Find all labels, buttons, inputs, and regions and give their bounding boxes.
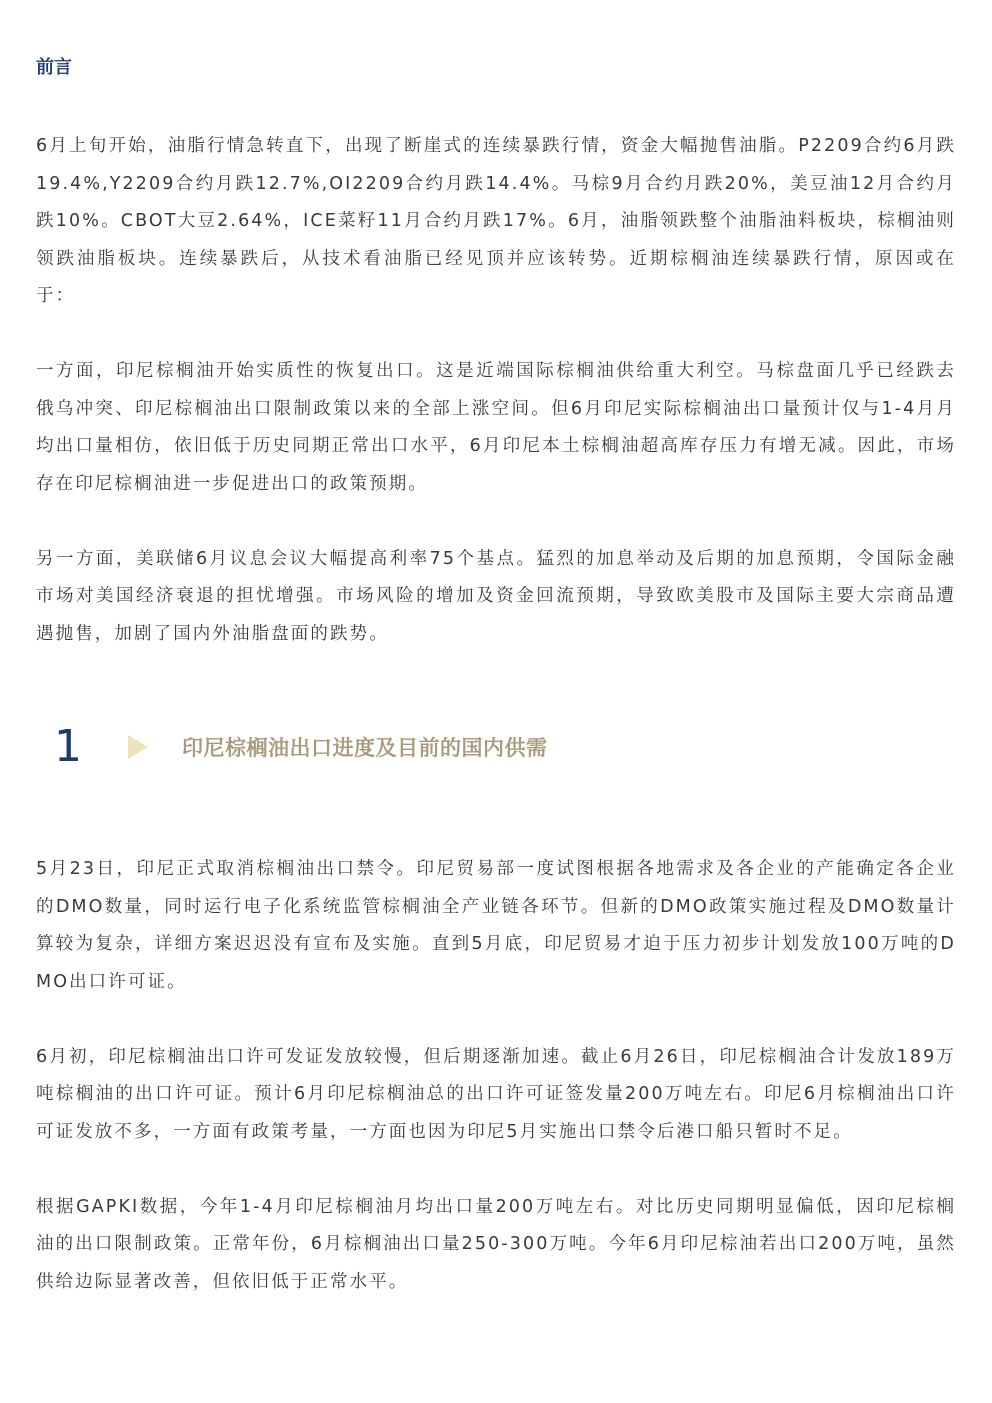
triangle-arrow-icon — [128, 735, 148, 759]
section-number: 1 — [54, 721, 82, 772]
section-paragraph-3: 根据GAPKI数据，今年1-4月印尼棕榈油月均出口量200万吨左右。对比历史同期明显偏低，因印尼棕榈油的出口限制政策。正常年份，6月棕榈油出口量250-300万吨。今年6月印尼棕油若出口200万吨，虽然供给边际显著改善，但依旧低于正常水平。 — [36, 1196, 956, 1292]
paragraph-spacer — [36, 1001, 956, 1039]
preface-heading: 前言 — [36, 57, 72, 78]
paragraph-spacer — [36, 1151, 956, 1189]
preface-paragraph-3: 另一方面，美联储6月议息会议大幅提高利率75个基点。猛烈的加息举动及后期的加息预期，令国际金融市场对美国经济衰退的担忧增强。市场风险的增加及资金回流预期，导致欧美股市及国际主要大宗商品遭遇抛售，加剧了国内外油脂盘面的跌势。 — [36, 548, 956, 644]
paragraph-spacer — [36, 503, 956, 541]
section-heading-1 — [36, 717, 956, 777]
preface-paragraph-1: 6月上旬开始，油脂行情急转直下，出现了断崖式的连续暴跌行情，资金大幅抛售油脂。P2209合约6月跌19.4%,Y2209合约月跌12.7%,OI2209合约月跌14.4%。马棕9月合约月跌20%，美豆油12月合约月跌10%。CBOT大豆2.64%，ICE菜籽11月合约月跌17%。6月，油脂领跌整个油脂油料板块，棕榈油则领跌油脂板块。连续暴跌后，从技术看油脂已经见顶并应该转势。近期棕榈油连续暴跌行情，原因或在于： — [36, 136, 956, 306]
section-title: 印尼棕榈油出口进度及目前的国内供需 — [182, 736, 548, 760]
section-paragraph-2: 6月初，印尼棕榈油出口许可发证发放较慢，但后期逐渐加速。截止6月26日，印尼棕榈油合计发放189万吨棕榈油的出口许可证。预计6月印尼棕榈油总的出口许可证签发量200万吨左右。印尼6月棕榈油出口许可证发放不多，一方面有政策考量，一方面也因为印尼5月实施出口禁令后港口船只暂时不足。 — [36, 1046, 956, 1142]
paragraph-spacer — [36, 316, 956, 354]
section-paragraph-1: 5月23日，印尼正式取消棕榈油出口禁令。印尼贸易部一度试图根据各地需求及各企业的产能确定各企业的DMO数量，同时运行电子化系统监管棕榈油全产业链各环节。但新的DMO政策实施过程及DMO数量计算较为复杂，详细方案迟迟没有宣布及实施。直到5月底，印尼贸易才迫于压力初步计划发放100万吨的DMO出口许可证。 — [36, 859, 956, 992]
preface-paragraph-2: 一方面，印尼棕榈油开始实质性的恢复出口。这是近端国际棕榈油供给重大利空。马棕盘面几乎已经跌去俄乌冲突、印尼棕榈油出口限制政策以来的全部上涨空间。但6月印尼实际棕榈油出口量预计仅与1-4月月均出口量相仿，依旧低于历史同期正常出口水平，6月印尼本土棕榈油超高库存压力有增无减。因此，市场存在印尼棕榈油进一步促进出口的政策预期。 — [36, 361, 956, 494]
